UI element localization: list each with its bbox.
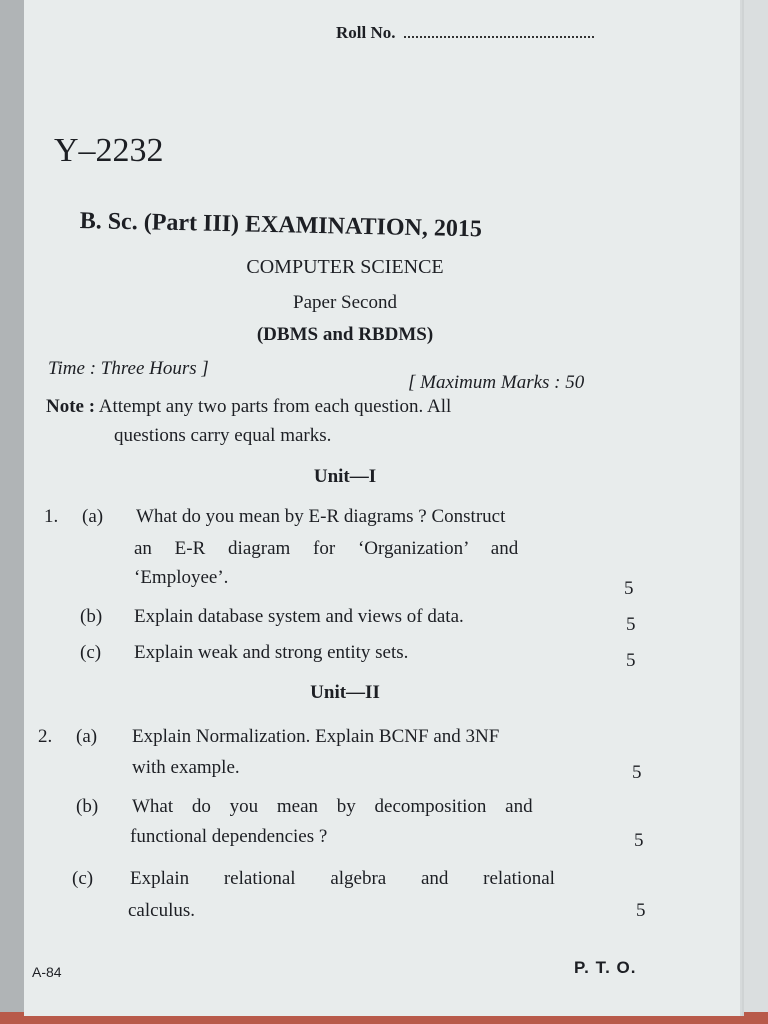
background-right <box>740 0 768 1024</box>
background-left <box>0 0 24 1024</box>
part-label: (a) <box>82 506 104 527</box>
paper-code: Y–2232 <box>54 132 164 169</box>
paper-number: Paper Second <box>293 292 397 313</box>
question-text: Explain weak and strong entity sets. <box>134 642 409 663</box>
question-text: functional dependencies ? <box>130 826 328 847</box>
marks: 5 <box>624 578 634 599</box>
question-number: 2. <box>38 726 53 747</box>
marks: 5 <box>634 830 644 851</box>
roll-number-field <box>336 22 594 43</box>
please-turn-over: P. T. O. <box>574 958 637 977</box>
marks: 5 <box>626 650 636 671</box>
question-text: Explain Normalization. Explain BCNF and 3NF <box>132 726 500 747</box>
part-label: (a) <box>76 726 98 747</box>
question-text: Explain relational algebra and relational <box>130 868 555 889</box>
exam-title: B. Sc. (Part III) EXAMINATION, 2015 <box>79 208 483 243</box>
question-number: 1. <box>44 506 59 527</box>
part-label: (b) <box>76 796 99 817</box>
question-text: What do you mean by E-R diagrams ? Construct <box>136 506 506 527</box>
note-label: Note : <box>46 396 96 417</box>
roll-dotted-line <box>404 22 594 38</box>
question-text: an E-R diagram for ‘Organization’ and <box>134 538 519 559</box>
part-label: (b) <box>80 606 103 627</box>
unit-title: Unit—I <box>313 466 377 487</box>
note-line-1: Attempt any two parts from each question. All <box>98 396 452 417</box>
question-text: with example. <box>132 757 240 778</box>
unit-title: Unit—II <box>310 682 380 703</box>
part-label: (c) <box>80 642 102 663</box>
maximum-marks: [ Maximum Marks : 50 <box>408 372 585 393</box>
note <box>46 396 451 418</box>
marks: 5 <box>632 762 642 783</box>
question-text: Explain database system and views of data. <box>134 606 464 627</box>
roll-label: Roll No. <box>336 23 396 42</box>
question-text: What do you mean by decomposition and <box>132 796 533 817</box>
paper-topic: (DBMS and RBDMS) <box>256 324 434 345</box>
marks: 5 <box>626 614 636 635</box>
footer-code: A-84 <box>32 964 62 980</box>
subject: COMPUTER SCIENCE <box>246 256 444 278</box>
note-line-2: questions carry equal marks. <box>114 425 332 446</box>
question-text: ‘Employee’. <box>134 567 229 588</box>
time-allowed: Time : Three Hours ] <box>48 358 209 379</box>
part-label: (c) <box>72 868 94 889</box>
question-text: calculus. <box>128 900 196 921</box>
marks: 5 <box>636 900 646 921</box>
